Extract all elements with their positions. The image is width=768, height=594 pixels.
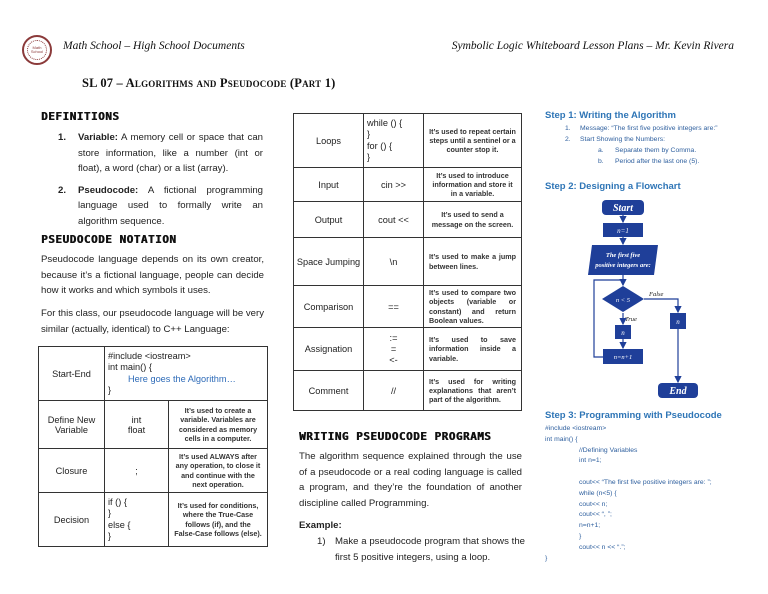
table-row [39, 347, 268, 401]
row-name: Space Jumping [294, 238, 364, 286]
code-line: //Defining Variables [579, 446, 638, 454]
row-description: It’s used to make a jump between lines. [424, 238, 522, 286]
step1-item-text: Message: “The first five positive integers are:” [580, 125, 718, 132]
code-line: } [579, 532, 582, 540]
example-label: Example: [299, 520, 342, 531]
step3-code [545, 424, 760, 564]
table-row [39, 493, 268, 547]
row-description: It’s used to send a message on the screen. [424, 202, 522, 238]
step1-subitem-num: b. [598, 158, 604, 165]
step1-subitem-text: Period after the last one (5). [615, 158, 700, 165]
table-row [294, 328, 522, 371]
row-description: It’s used ALWAYS after any operation, to close it and continue with the next operation. [169, 449, 268, 493]
step1-subitem-num: a. [598, 147, 604, 154]
flow-message-label-1: The first five [605, 252, 641, 259]
notation-paragraph-2: For this class, our pseudocode language will be very similar (actually, identical) to C++ Language: [41, 308, 264, 335]
table-row [294, 286, 522, 328]
notation-table-left [38, 346, 268, 547]
flow-start-label: Start [612, 203, 634, 214]
notation-paragraph-1: Pseudocode language depends on its own creator, because it’s a fictional language, people can decide how it works and which symbols it uses. [41, 254, 264, 296]
writing-paragraph: The algorithm sequence explained through the use of a pseudocode or a real coding language is called a program, and they’re the foundation of another discipline called Programming. [299, 451, 522, 509]
row-description: It’s used for conditions, where the True-Case follows (if), and the False-Case follows (else). [169, 493, 268, 547]
startend-code: #include <iostream> int main() { Here goes the Algorithm… } [105, 347, 268, 401]
code-line: } [545, 554, 548, 562]
step1-subitem-text: Separate them by Comma. [615, 147, 697, 154]
code-line: while (n<5) { [579, 489, 617, 497]
table-row [294, 238, 522, 286]
row-description: It’s used to save information inside a variable. [424, 328, 522, 371]
flow-end-label: End [669, 386, 687, 397]
row-symbol: ; [105, 449, 169, 493]
row-name: Define New Variable [39, 401, 105, 449]
row-name: Closure [39, 449, 105, 493]
table-row [294, 371, 522, 411]
step1-item-num: 1. [565, 125, 571, 132]
flowchart [560, 195, 750, 405]
table-row [39, 401, 268, 449]
row-description: It’s used to compare two objects (variable or constant) and return Boolean values. [424, 286, 522, 328]
flow-output-true-label: n [621, 329, 625, 337]
writing-heading: WRITING PSEUDOCODE PROGRAMS [299, 430, 492, 443]
flow-true-label: True [625, 316, 637, 323]
definition-item: 2. Pseudocode: A fictional programming language used to formally write an algorithm sequence. [58, 184, 263, 227]
row-symbol: int float [105, 401, 169, 449]
row-description: It’s used to create a variable. Variables are considered as memory cells in a computer. [169, 401, 268, 449]
step1-item-text: Start Showing the Numbers: [580, 136, 666, 143]
row-name: Start-End [39, 347, 105, 401]
code-line: int main() { [545, 435, 578, 443]
row-symbol: cin >> [364, 168, 424, 202]
example-number: 1) [317, 536, 326, 547]
definition-item: 1. Variable: A memory cell or space that can store information, like a number (int or float), a word (char) or a list (array). [58, 132, 263, 174]
code-line: cout<< n; [579, 500, 608, 508]
definitions-heading: DEFINITIONS [41, 110, 120, 123]
flow-message-label-2: positive integers are: [595, 262, 651, 269]
row-name: Input [294, 168, 364, 202]
table-row [294, 202, 522, 238]
row-symbol: := = <- [364, 328, 424, 371]
flow-increment-label: n=n+1 [613, 354, 633, 361]
notation-heading: PSEUDOCODE NOTATION [41, 233, 177, 246]
step1-heading: Step 1: Writing the Algorithm [545, 110, 676, 121]
row-symbol: == [364, 286, 424, 328]
flow-condition-label: n < 5 [615, 297, 631, 304]
row-name: Comment [294, 371, 364, 411]
step2-heading: Step 2: Designing a Flowchart [545, 181, 681, 192]
page-title: SL 07 – Algorithms and Pseudocode (Part 1) [82, 76, 336, 90]
header-left: Math School – High School Documents [63, 40, 245, 52]
table-row [294, 168, 522, 202]
table-row [294, 114, 522, 168]
flow-init-label: n=1 [617, 227, 629, 235]
row-name: Output [294, 202, 364, 238]
row-symbol: \n [364, 238, 424, 286]
logo-text: Math School [27, 40, 47, 60]
row-description: It’s used to repeat certain steps until a sentinel or a counter stop it. [424, 114, 522, 168]
row-symbol: cout << [364, 202, 424, 238]
code-line: int n=1; [579, 457, 602, 465]
step1-item-num: 2. [565, 136, 571, 143]
header-right: Symbolic Logic Whiteboard Lesson Plans – Mr. Kevin Rivera [451, 40, 734, 52]
notation-table-right [293, 113, 522, 411]
row-name: Assignation [294, 328, 364, 371]
table-row [39, 449, 268, 493]
row-symbol: if () { } else { } [105, 493, 169, 547]
code-line: #include <iostream> [545, 425, 607, 432]
row-symbol: // [364, 371, 424, 411]
row-description: It’s used to introduce information and store it in a variable. [424, 168, 522, 202]
flow-output-false-label: n [676, 318, 680, 326]
row-name: Loops [294, 114, 364, 168]
row-name: Decision [39, 493, 105, 547]
code-line: cout<< “, ”; [579, 511, 612, 519]
code-line [545, 467, 760, 478]
code-line: cout<< “The first five positive integers are: ”; [579, 478, 712, 486]
row-description: It’s used for writing explanations that aren’t part of the algorithm. [424, 371, 522, 411]
definitions-list [58, 130, 263, 235]
school-logo [22, 35, 52, 65]
row-name: Comparison [294, 286, 364, 328]
row-symbol: while () { } for () { } [364, 114, 424, 168]
step3-heading: Step 3: Programming with Pseudocode [545, 410, 722, 421]
code-line: n=n+1; [579, 522, 601, 530]
flow-message [588, 245, 658, 275]
example-text: Make a pseudocode program that shows the first 5 positive integers, using a loop. [335, 536, 525, 563]
code-line: cout<< n << “.”; [579, 543, 626, 551]
flow-false-label: False [649, 291, 664, 298]
